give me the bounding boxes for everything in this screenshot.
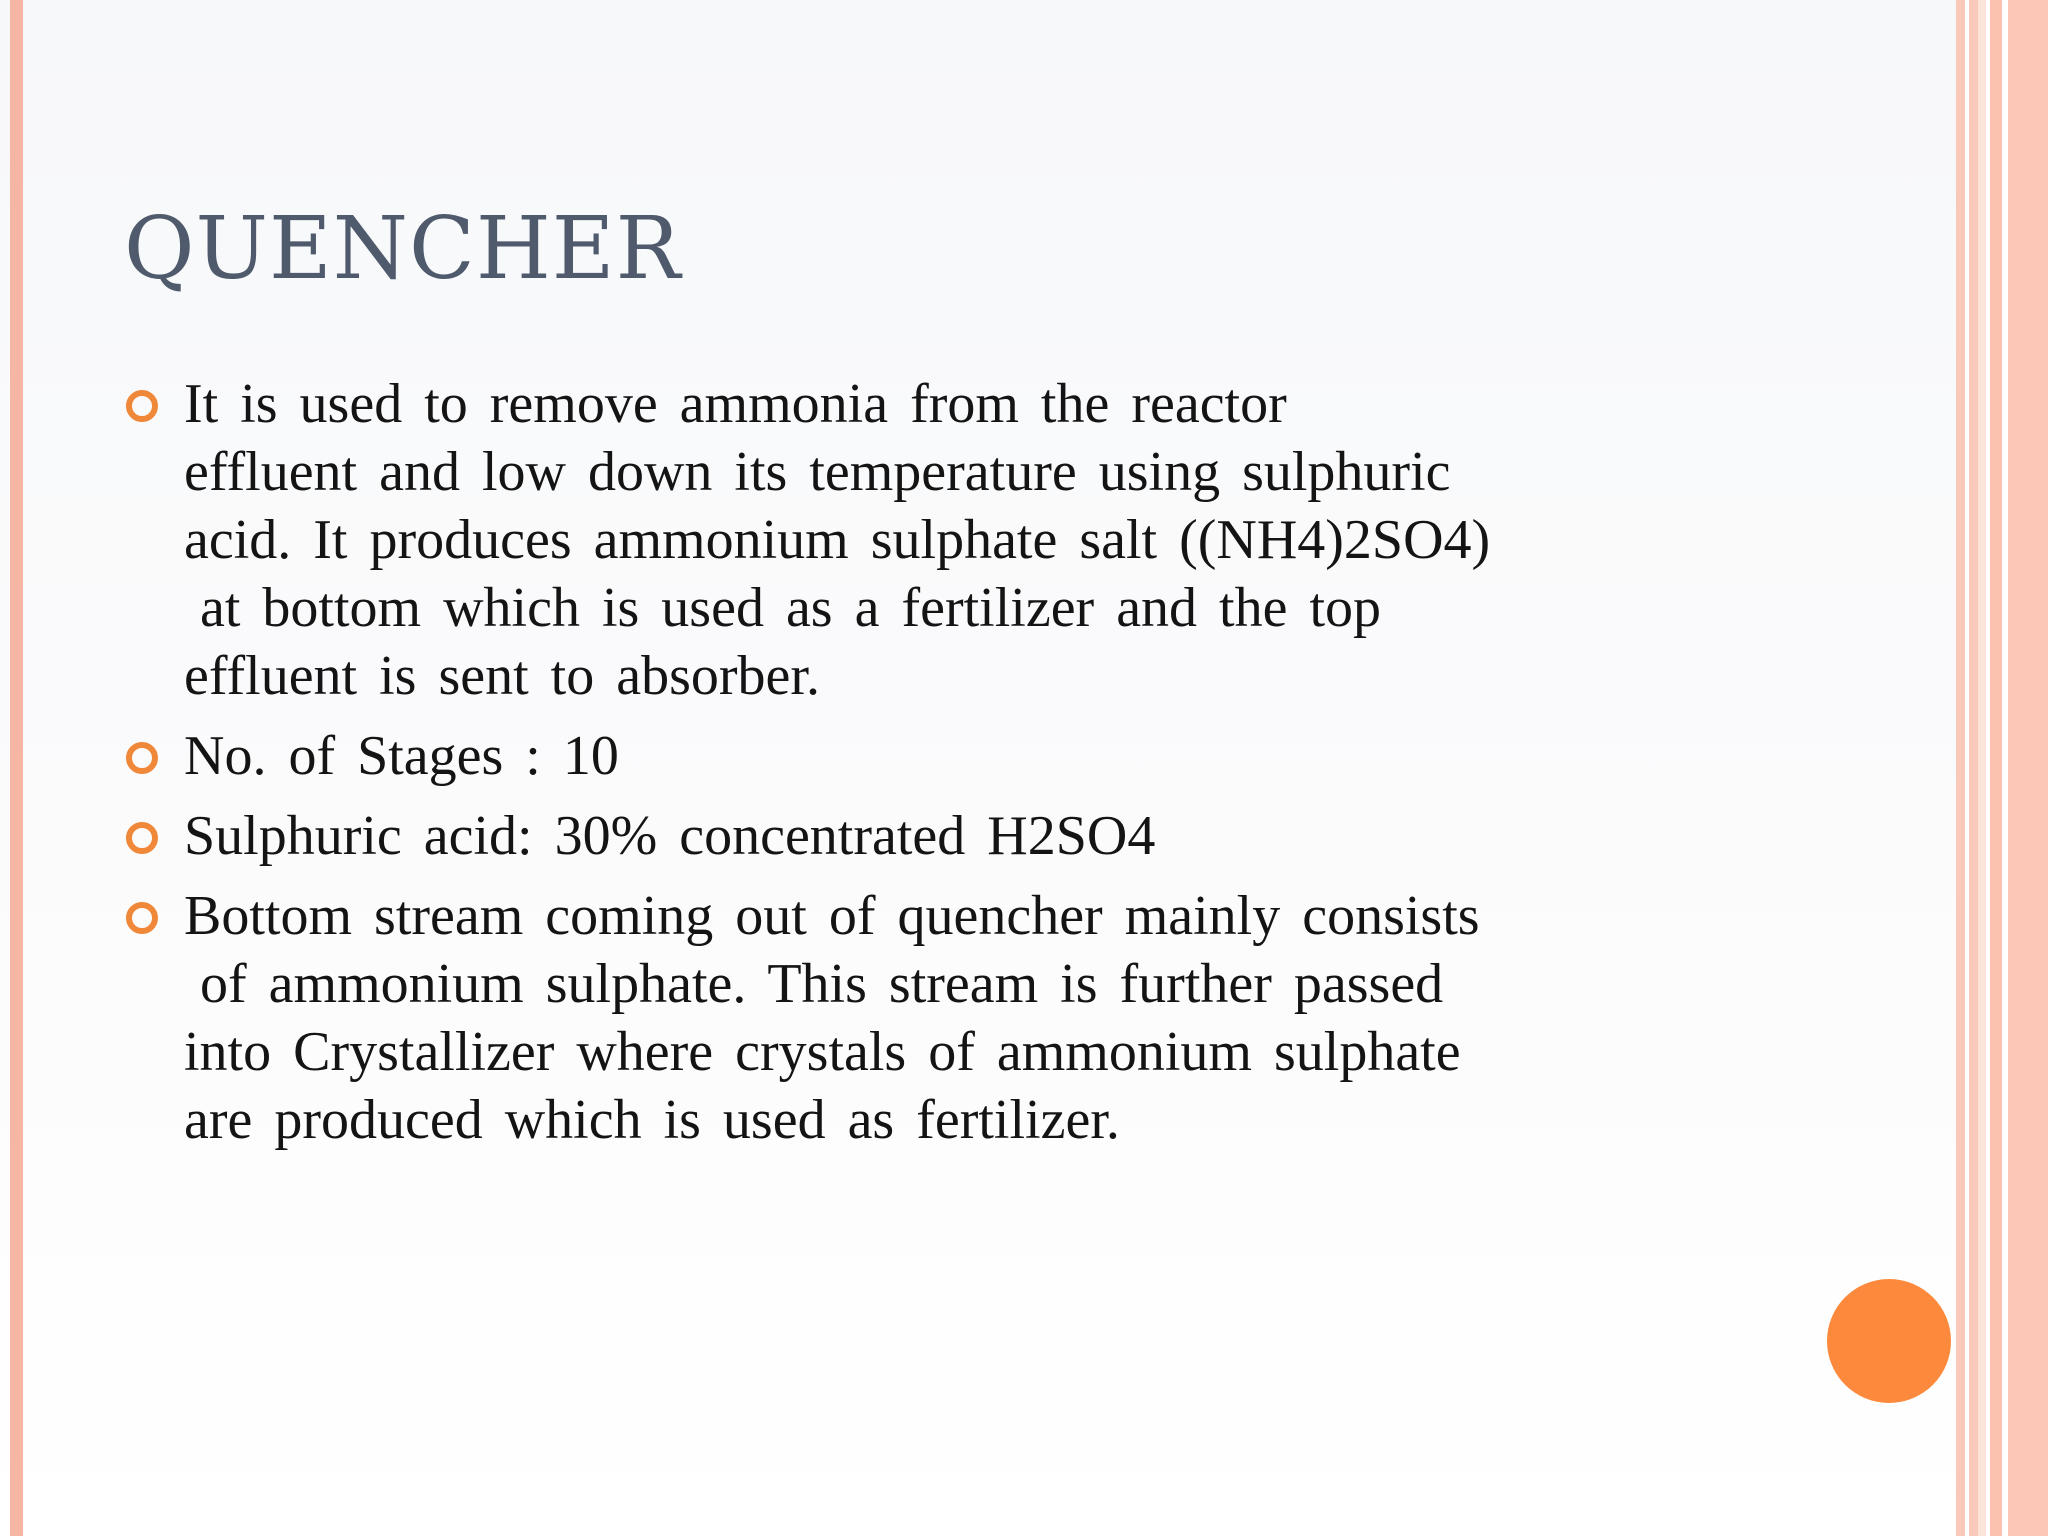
right-stripe-decoration <box>1978 0 1986 1536</box>
bullet-item <box>120 802 1760 870</box>
bullet-text <box>184 882 1760 1154</box>
bullet-line: Bottom stream coming out of quencher mainly consists <box>184 885 1480 947</box>
right-stripe-decoration <box>1990 0 2002 1536</box>
bullet-list <box>120 370 1760 1166</box>
orange-circle-decoration <box>1827 1279 1951 1403</box>
bullet-icon <box>126 822 158 854</box>
bullet-text <box>184 802 1760 870</box>
bullet-item <box>120 882 1760 1154</box>
bullet-icon <box>126 902 158 934</box>
bullet-text <box>184 370 1760 710</box>
bullet-line: It is used to remove ammonia from the reactor <box>184 373 1287 435</box>
bullet-line: effluent is sent to absorber. <box>184 645 820 707</box>
bullet-line: Sulphuric acid: 30% concentrated H2SO4 <box>184 805 1156 867</box>
bullet-line: effluent and low down its temperature using sulphuric <box>184 441 1451 503</box>
bullet-line: are produced which is used as fertilizer. <box>184 1089 1120 1151</box>
slide-title: QUENCHER <box>124 199 682 299</box>
right-stripe-decoration <box>1956 0 1965 1536</box>
bullet-line: at bottom which is used as a fertilizer and the top <box>200 577 1382 639</box>
right-stripe-decoration <box>2008 0 2048 1536</box>
bullet-icon <box>126 390 158 422</box>
bullet-line: into Crystallizer where crystals of ammonium sulphate <box>184 1021 1461 1083</box>
bullet-item <box>120 370 1760 710</box>
bullet-text <box>184 722 1760 790</box>
bullet-line: No. of Stages : 10 <box>184 725 619 787</box>
right-stripe-decoration <box>1969 0 1978 1536</box>
bullet-line: acid. It produces ammonium sulphate salt ((NH4)2SO4) <box>184 509 1491 571</box>
bullet-line: of ammonium sulphate. This stream is further passed <box>200 953 1444 1015</box>
bullet-item <box>120 722 1760 790</box>
left-border-decoration <box>10 0 23 1536</box>
bullet-icon <box>126 742 158 774</box>
